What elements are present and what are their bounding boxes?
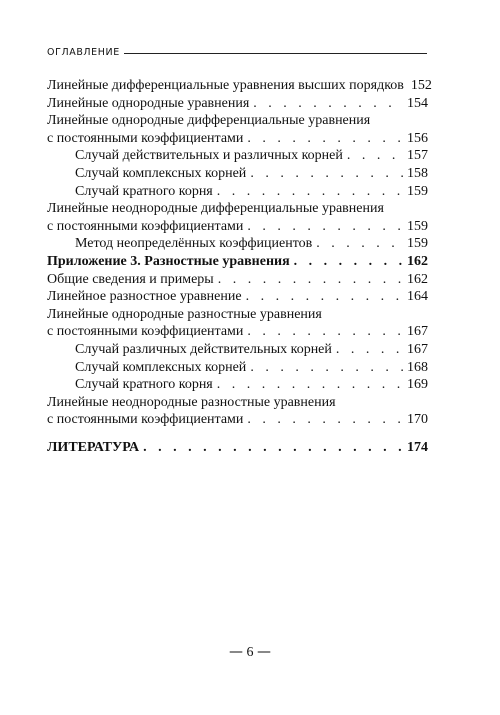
toc-entry-title: Случай различных действительных корней — [75, 341, 332, 357]
toc-entry-page: 162 — [407, 271, 428, 287]
toc-entry-title: Линейные дифференциальные уравнения высших порядков — [47, 78, 404, 93]
toc-entry[interactable] — [47, 288, 428, 306]
toc-entry-page: 168 — [407, 359, 428, 375]
toc-leader-dots — [250, 359, 404, 377]
toc-leader-dots — [143, 439, 404, 457]
toc-entry-page: 167 — [407, 324, 428, 340]
toc-leader-dots — [247, 218, 404, 236]
toc-entry-title-line2: с постоянными коэффициентами — [47, 324, 244, 340]
toc-leader-dots — [247, 130, 404, 148]
toc-entry-title: ЛИТЕРАТУРА — [47, 439, 140, 455]
table-of-contents — [47, 77, 432, 456]
toc-entry[interactable] — [47, 95, 428, 113]
toc-leader-dots — [347, 147, 404, 165]
toc-entry[interactable] — [47, 200, 428, 235]
toc-entry-title: Случай комплексных корней — [75, 165, 247, 181]
toc-leader-dots — [247, 411, 404, 429]
toc-entry-title: Случай действительных и различных корней — [75, 148, 343, 164]
toc-entry-title: Случай комплексных корней — [75, 359, 247, 375]
toc-entry-title-line2: с постоянными коэффициентами — [47, 130, 244, 146]
toc-entry[interactable] — [47, 306, 428, 341]
toc-bibliography-entry[interactable] — [47, 439, 428, 457]
toc-entry-title: Линейное разностное уравнение — [47, 289, 242, 305]
toc-entry-title: Общие сведения и примеры — [47, 271, 214, 287]
toc-leader-dots — [218, 271, 404, 289]
toc-entry[interactable] — [47, 112, 428, 147]
toc-leader-dots — [247, 323, 404, 341]
toc-entry[interactable] — [47, 235, 428, 253]
toc-entry[interactable] — [47, 376, 428, 394]
toc-entry-title-line1: Линейные неоднородные дифференциальные уравнения — [47, 201, 384, 217]
toc-entry[interactable] — [47, 147, 428, 165]
toc-entry[interactable] — [47, 271, 428, 289]
toc-entry-page: 169 — [407, 377, 428, 393]
page-number: 6 — [246, 645, 254, 660]
toc-entry-title-line1: Линейные однородные дифференциальные уравнения — [47, 113, 371, 129]
spacer — [47, 429, 428, 439]
toc-entry-page: 159 — [407, 183, 428, 199]
toc-entry-title: Линейные однородные уравнения — [47, 95, 250, 111]
toc-entry-title: Случай кратного корня — [75, 183, 213, 199]
toc-entry[interactable] — [47, 341, 428, 359]
toc-entry[interactable] — [47, 165, 428, 183]
toc-entry-page: 152 — [410, 78, 432, 93]
toc-leader-dots — [316, 235, 404, 253]
page-footer — [0, 644, 500, 661]
toc-entry-page: 158 — [407, 165, 428, 181]
footer-dash-left: — — [229, 644, 243, 660]
toc-entry-title-line2: с постоянными коэффициентами — [47, 412, 244, 428]
toc-entry[interactable] — [47, 183, 428, 201]
toc-entry[interactable] — [47, 394, 428, 429]
toc-entry-page: 174 — [407, 439, 428, 455]
toc-appendix-entry[interactable] — [47, 253, 428, 271]
toc-entry-title: Метод неопределённых коэффициентов — [75, 236, 313, 252]
toc-leader-dots — [246, 288, 404, 306]
toc-entry-page: 156 — [407, 130, 428, 146]
toc-leader-dots — [253, 95, 404, 113]
toc-entry-page: 164 — [407, 289, 428, 305]
toc-entry-page: 157 — [407, 148, 428, 164]
footer-dash-right: — — [257, 644, 271, 660]
toc-entry-title: Случай кратного корня — [75, 377, 213, 393]
toc-entry-title-line1: Линейные однородные разностные уравнения — [47, 306, 322, 322]
toc-leader-dots — [336, 341, 404, 359]
toc-entry-page: 154 — [407, 95, 428, 111]
header-section-title: ОГЛАВЛЕНИЕ — [47, 45, 124, 61]
toc-entry-title-line1: Линейные неоднородные разностные уравнения — [47, 394, 336, 410]
toc-entry-page: 170 — [407, 412, 428, 428]
toc-entry-title-line2: с постоянными коэффициентами — [47, 218, 244, 234]
toc-leader-dots — [217, 376, 404, 394]
toc-leader-dots — [217, 183, 404, 201]
toc-entry-page: 167 — [407, 341, 428, 357]
toc-entry-page: 159 — [407, 236, 428, 252]
toc-leader-dots — [250, 165, 404, 183]
running-header — [47, 45, 427, 61]
toc-entry[interactable] — [47, 77, 432, 95]
toc-entry-title: Приложение 3. Разностные уравнения — [47, 253, 290, 269]
toc-entry-page: 162 — [407, 253, 428, 269]
toc-entry[interactable] — [47, 359, 428, 377]
toc-entry-page: 159 — [407, 218, 428, 234]
toc-leader-dots — [294, 253, 404, 271]
